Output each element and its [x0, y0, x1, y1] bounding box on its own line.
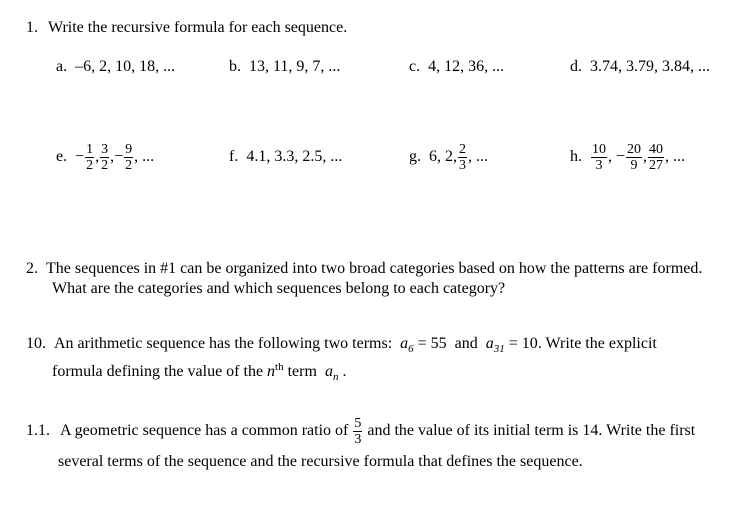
fraction: [353, 416, 362, 447]
math-variable: n: [267, 363, 276, 380]
item-g: [409, 140, 488, 174]
math-variable: a: [324, 363, 333, 380]
question-10-line-2: [52, 357, 346, 387]
math-variable: a: [485, 335, 494, 352]
term-sign: −: [75, 148, 85, 165]
math-subscript: n: [332, 371, 339, 383]
question-text: . Write the explicit: [537, 335, 657, 352]
term-an: [324, 363, 339, 383]
question-text: An arithmetic sequence has the following two terms:: [54, 335, 393, 352]
math-variable: a: [400, 335, 409, 352]
item-e: e. − $\frac{1}{2}$ , $\frac{3}{2}$ ,− $\frac{9}{2}$ , ...: [56, 141, 155, 173]
term-sign: −: [114, 148, 124, 165]
numerator: 9: [125, 141, 133, 157]
term-a6: [400, 335, 447, 355]
sequence-tail: , ...: [468, 148, 488, 165]
question-text: Write the recursive formula for each sequence.: [48, 19, 348, 36]
item-c: [409, 57, 504, 77]
item-label: b.: [229, 58, 241, 75]
question-text: A geometric sequence has a common ratio of: [60, 422, 349, 439]
item-sequence: 4, 12, 36, ...: [428, 58, 505, 75]
question-11-line-2: several terms of the sequence and the recursive formula that defines the sequence.: [58, 453, 583, 470]
denominator: 3: [354, 431, 362, 447]
item-label: a.: [56, 58, 68, 75]
numerator: 1: [86, 141, 94, 157]
item-a: [56, 57, 175, 77]
conjunction: and: [454, 335, 478, 352]
numerator: 2: [459, 141, 466, 157]
numerator: 3: [101, 141, 109, 157]
item-label: f.: [229, 148, 239, 165]
term-a31: [485, 335, 538, 355]
question-1-heading: [26, 18, 347, 38]
question-number: 10.: [26, 335, 46, 352]
denominator: 2: [125, 157, 133, 173]
question-text: formula defining the value of the: [52, 363, 264, 380]
term-sign: −: [616, 148, 626, 165]
denominator: 9: [630, 157, 638, 173]
item-b: [229, 57, 340, 77]
sequence-tail: , ...: [665, 148, 686, 165]
numerator: 10: [592, 141, 606, 157]
fraction: [626, 142, 642, 173]
question-2-line-1: [26, 259, 702, 279]
question-text: and the value of its initial term is 14. Write the first: [367, 422, 696, 439]
math-subscript: 6: [408, 343, 414, 355]
item-label: h.: [570, 148, 582, 165]
question-text: The sequences in #1 can be organized into two broad categories based on how the patterns are formed.: [46, 260, 703, 277]
item-label: c.: [409, 58, 421, 75]
item-h: h. $\frac{10}{3}$ , − $\frac{20}{9}$ , $\frac{40}{27}$ , ...: [570, 141, 686, 173]
item-label: e.: [56, 148, 68, 165]
fraction: [648, 142, 664, 173]
question-11-line-1: [26, 414, 695, 448]
item-label: d.: [570, 58, 582, 75]
superscript: th: [275, 361, 284, 373]
question-number: 2.: [26, 260, 38, 277]
question-text: term: [287, 363, 317, 380]
question-2-line-2: What are the categories and which sequences belong to each category?: [52, 280, 506, 297]
math-value: = 55: [417, 335, 447, 352]
item-sequence: 13, 11, 9, 7, ...: [249, 58, 341, 75]
denominator: 3: [595, 157, 603, 173]
item-label: g.: [409, 148, 421, 165]
denominator: 27: [649, 157, 664, 173]
math-subscript: 31: [493, 343, 505, 355]
denominator: 3: [459, 157, 466, 173]
question-number: 1.: [26, 19, 38, 36]
numerator: 40: [649, 141, 664, 157]
fraction: [85, 142, 94, 173]
fraction: [458, 142, 467, 173]
item-sequence: 3.74, 3.79, 3.84, ...: [590, 58, 710, 75]
item-d: [570, 57, 710, 77]
question-10-line-1: [26, 334, 657, 359]
fraction: [100, 142, 109, 173]
numerator: 5: [354, 415, 362, 431]
item-sequence: 4.1, 3.3, 2.5, ...: [246, 148, 343, 165]
item-f: [229, 147, 342, 167]
fraction: [124, 142, 133, 173]
fraction: [591, 142, 607, 173]
numerator: 20: [627, 141, 642, 157]
denominator: 2: [86, 157, 94, 173]
math-value: = 10: [508, 335, 538, 352]
item-sequence: –6, 2, 10, 18, ...: [75, 58, 176, 75]
sequence-lead: 6, 2,: [429, 148, 457, 165]
denominator: 2: [101, 157, 109, 173]
sequence-tail: , ...: [134, 148, 155, 165]
question-text: .: [342, 363, 347, 380]
question-number: 1.1.: [26, 422, 50, 439]
